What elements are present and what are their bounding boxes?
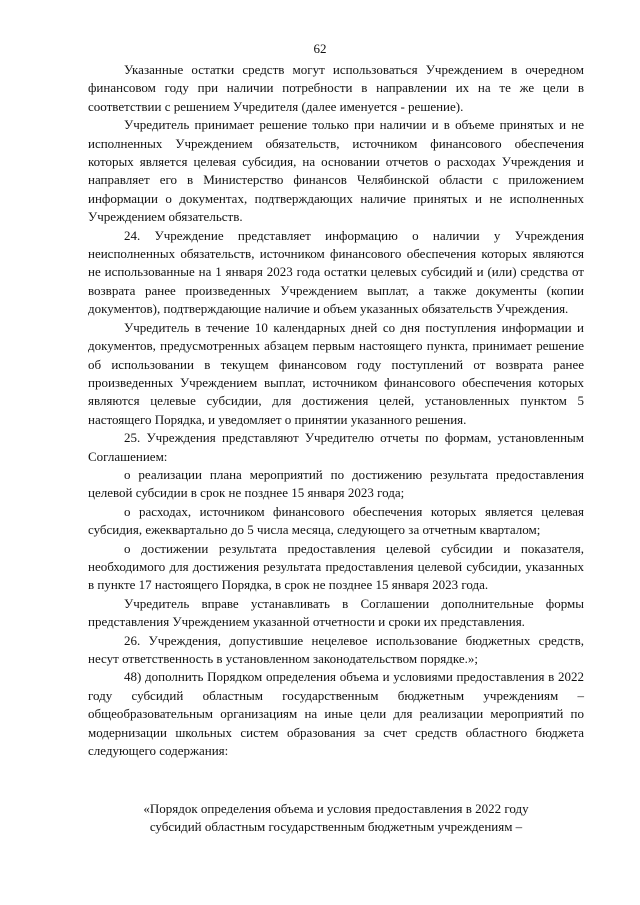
paragraph-report-expenses: о расходах, источником финансового обеспечения которых является целевая субсидия, ежеквартально до 5 числа месяца, следующего за отчетным кварталом; (88, 503, 584, 538)
paragraph-item-48: 48) дополнить Порядком определения объема и условиями предоставления в 2022 году субсидий областным государственным бюджетным учреждениям – общеобразовательным организациям на иные цели для реализации мероприятий по модернизации школьных систем образования за счет средств областного бюджета следующего содержания: (88, 669, 584, 759)
paragraph-founder-decision: Учредитель принимает решение только при наличии и в объеме принятых и не исполненных Учреждением обязательств, источником финансового обеспечения которых является целевая субсидия, на основании отчетов о расходах Учреждения и направляет его в Министерство финансов Челябинской области с приложением информации о документах, подтверждающих наличие принятых и не исполненных Учреждением обязательств. (88, 117, 584, 225)
paragraph-report-plan: о реализации плана мероприятий по достижению результата предоставления целевой субсидии в срок не позднее 15 января 2023 года; (88, 466, 584, 501)
paragraph-item-26: 26. Учреждения, допустившие нецелевое использование бюджетных средств, несут ответственность в установленном законодательством порядке.»; (88, 632, 584, 666)
paragraph-founder-term: Учредитель в течение 10 календарных дней со дня поступления информации и документов, предусмотренных абзацем первым настоящего пункта, принимает решение об использовании в текущем финансовом году поступлений от возврата ранее произведенных Учреждением выплат, источником финансового обеспечения которых являются целевые субсидии, для достижения целей, установленных пунктом 5 настоящего Порядка, и уведомляет о принятии указанного решения. (88, 319, 584, 427)
paragraph-remaining-funds: Указанные остатки средств могут использоваться Учреждением в очередном финансовом году при наличии потребности в направлении их на те же цели в соответствии с решением Учредителя (далее именуется - решение). (88, 62, 584, 114)
order-heading-line-2: субсидий областным государственным бюджетным учреждениям – (149, 819, 523, 835)
paragraph-item-25: 25. Учреждения представляют Учредителю отчеты по формам, установленным Соглашением: (88, 430, 584, 464)
order-heading (88, 800, 584, 837)
paragraph-item-24: 24. Учреждение представляет информацию о наличии у Учреждения неисполненных обязательств, источником финансового обеспечения которых являются не использованные на 1 января 2023 года остатки целевых субсидий и (или) средства от возврата ранее произведенных Учреждением выплат, а также документы (копии документов), подтверждающие наличие и объем указанных обязательств Учреждения. (88, 227, 584, 317)
order-heading-line-1: «Порядок определения объема и условия предоставления в 2022 году (143, 801, 529, 816)
page-number: 62 (313, 41, 327, 56)
paragraph-additional-forms: Учредитель вправе устанавливать в Соглашении дополнительные формы представления Учреждением указанной отчетности и сроки их представления. (88, 595, 584, 630)
paragraph-report-result: о достижении результата предоставления целевой субсидии и показателя, необходимого для достижения результата предоставления целевой субсидии, указанных в пункте 17 настоящего Порядка, в срок не позднее 15 января 2023 года. (88, 540, 584, 593)
document-body (88, 61, 584, 760)
